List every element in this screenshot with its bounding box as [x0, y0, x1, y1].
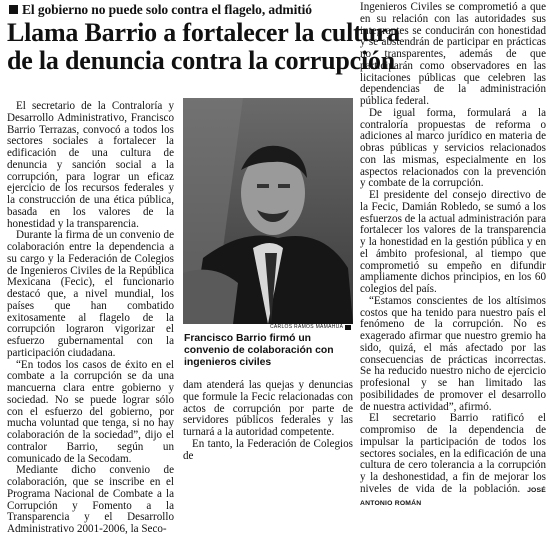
paragraph: “En todos los casos de éxito en el combate a la corrupción se da una mancuerna clara entre gobierno y sociedad. No se puede lograr sólo con el esfuerzo del gobierno, por mucha voluntad que tenga, si no hay colaboración de la sociedad”, dijo el contralor Barrio, según un comunicado de la Secodam. [7, 358, 174, 465]
byline: JOSÉ ANTONIO ROMÁN [360, 486, 546, 507]
paragraph: dam atenderá las quejas y denuncias que formule la Fecic relacionadas con actos de corrupción por parte de servidores públicos federales y las turnará a la autoridad competente. [183, 379, 353, 438]
photo-image [183, 98, 353, 324]
paragraph: Ingenieros Civiles se comprometió a que en su relación con las autoridades sus integrantes se conducirán con honestidad y se abstendrán de participar en prácticas no transparentes, además de que participarán como observadores en las licitaciones públicas que celebren las dependencias de la administración pública federal. [360, 1, 546, 107]
headline-line-1: Llama Barrio a fortalecer la cultura [7, 18, 401, 47]
article-column-1 [7, 100, 174, 535]
paragraph: Durante la firma de un convenio de colaboración entre la dependencia a su cargo y la Federación de Colegios de Ingenieros Civiles de la República Mexicana (Fecic), el funcionario destacó que, a nivel mundial, los países que han combatido exitosamente al flagelo de la corrupción lograron vigorizar el esfuerzo gubernamental con la participación ciudadana. [7, 229, 174, 359]
photo-credit: CARLOS RAMOS MAMAHUA [270, 324, 344, 330]
paragraph: El secretario de la Contraloría y Desarrollo Administrativo, Francisco Barrio Terrazas, convocó a todos los sectores sociales a fortalecer la edificación de una cultura de denuncia y sanción social a la corrupción, para lograr un eficaz ejercicio de los recursos federales y la construcción de una ética pública, basada en los valores de la honestidad y la transparencia. [7, 100, 174, 230]
kicker: El gobierno no puede solo contra el flagelo, admitió [22, 2, 312, 17]
paragraph: El presidente del consejo directivo de la Fecic, Damián Robledo, se sumó a los esfuerzos de la actual administración para fortalecer los valores de la transparencia y la honestidad en la gestión pública y en el ámbito profesional, al tiempo que comprometió su empeño en difundir ampliamente dichos principios, en los 60 colegios del país. [360, 189, 546, 295]
paragraph-text: El secretario Barrio ratificó el compromiso de la dependencia de impulsar la participación de todos los sectores sociales, en la edificación de una cultura de cero tolerancia a la corrupción y la deshonestidad, a fin de mejorar los niveles de vida de la población. [360, 412, 546, 495]
photo-caption: Francisco Barrio firmó un convenio de colaboración con ingenieros civiles [184, 333, 334, 368]
article-column-3 [360, 1, 546, 507]
credit-marker [345, 325, 351, 330]
article-column-2 [183, 380, 353, 475]
photo-francisco-barrio [183, 98, 353, 324]
headline-line-2: de la denuncia contra la corrupción [7, 46, 396, 75]
kicker-bullet [9, 5, 18, 14]
paragraph: “Estamos conscientes de los altísimos costos que ha tenido para nuestro país el fenómeno de la corrupción. No es exagerado afirmar que nuestro gremio ha sido, quizá, el más afectado por las consecuencias de prácticas incorrectas. Se ha reducido nuestro nicho de ejercicio profesional y se han limitado las posibilidades de promover el desarrollo de nuestra actividad”, afirmó. [360, 294, 546, 413]
headline [7, 18, 401, 75]
paragraph: En tanto, la Federación de Colegios de [183, 437, 353, 462]
paragraph: Mediante dicho convenio de colaboración, que se inscribe en el Programa Nacional de Combate a la Corrupción y Fomento a la Transparencia y el Desarrollo Administrativo 2001-2006, la Seco- [7, 464, 174, 535]
paragraph-final [360, 413, 546, 509]
paragraph: De igual forma, formulará a la contraloría propuestas de reforma o adiciones al marco jurídico en materia de obras públicas y servicios relacionados con las mismas, especialmente en los aspectos relacionados con la prevención y combate de la corrupción. [360, 106, 546, 190]
